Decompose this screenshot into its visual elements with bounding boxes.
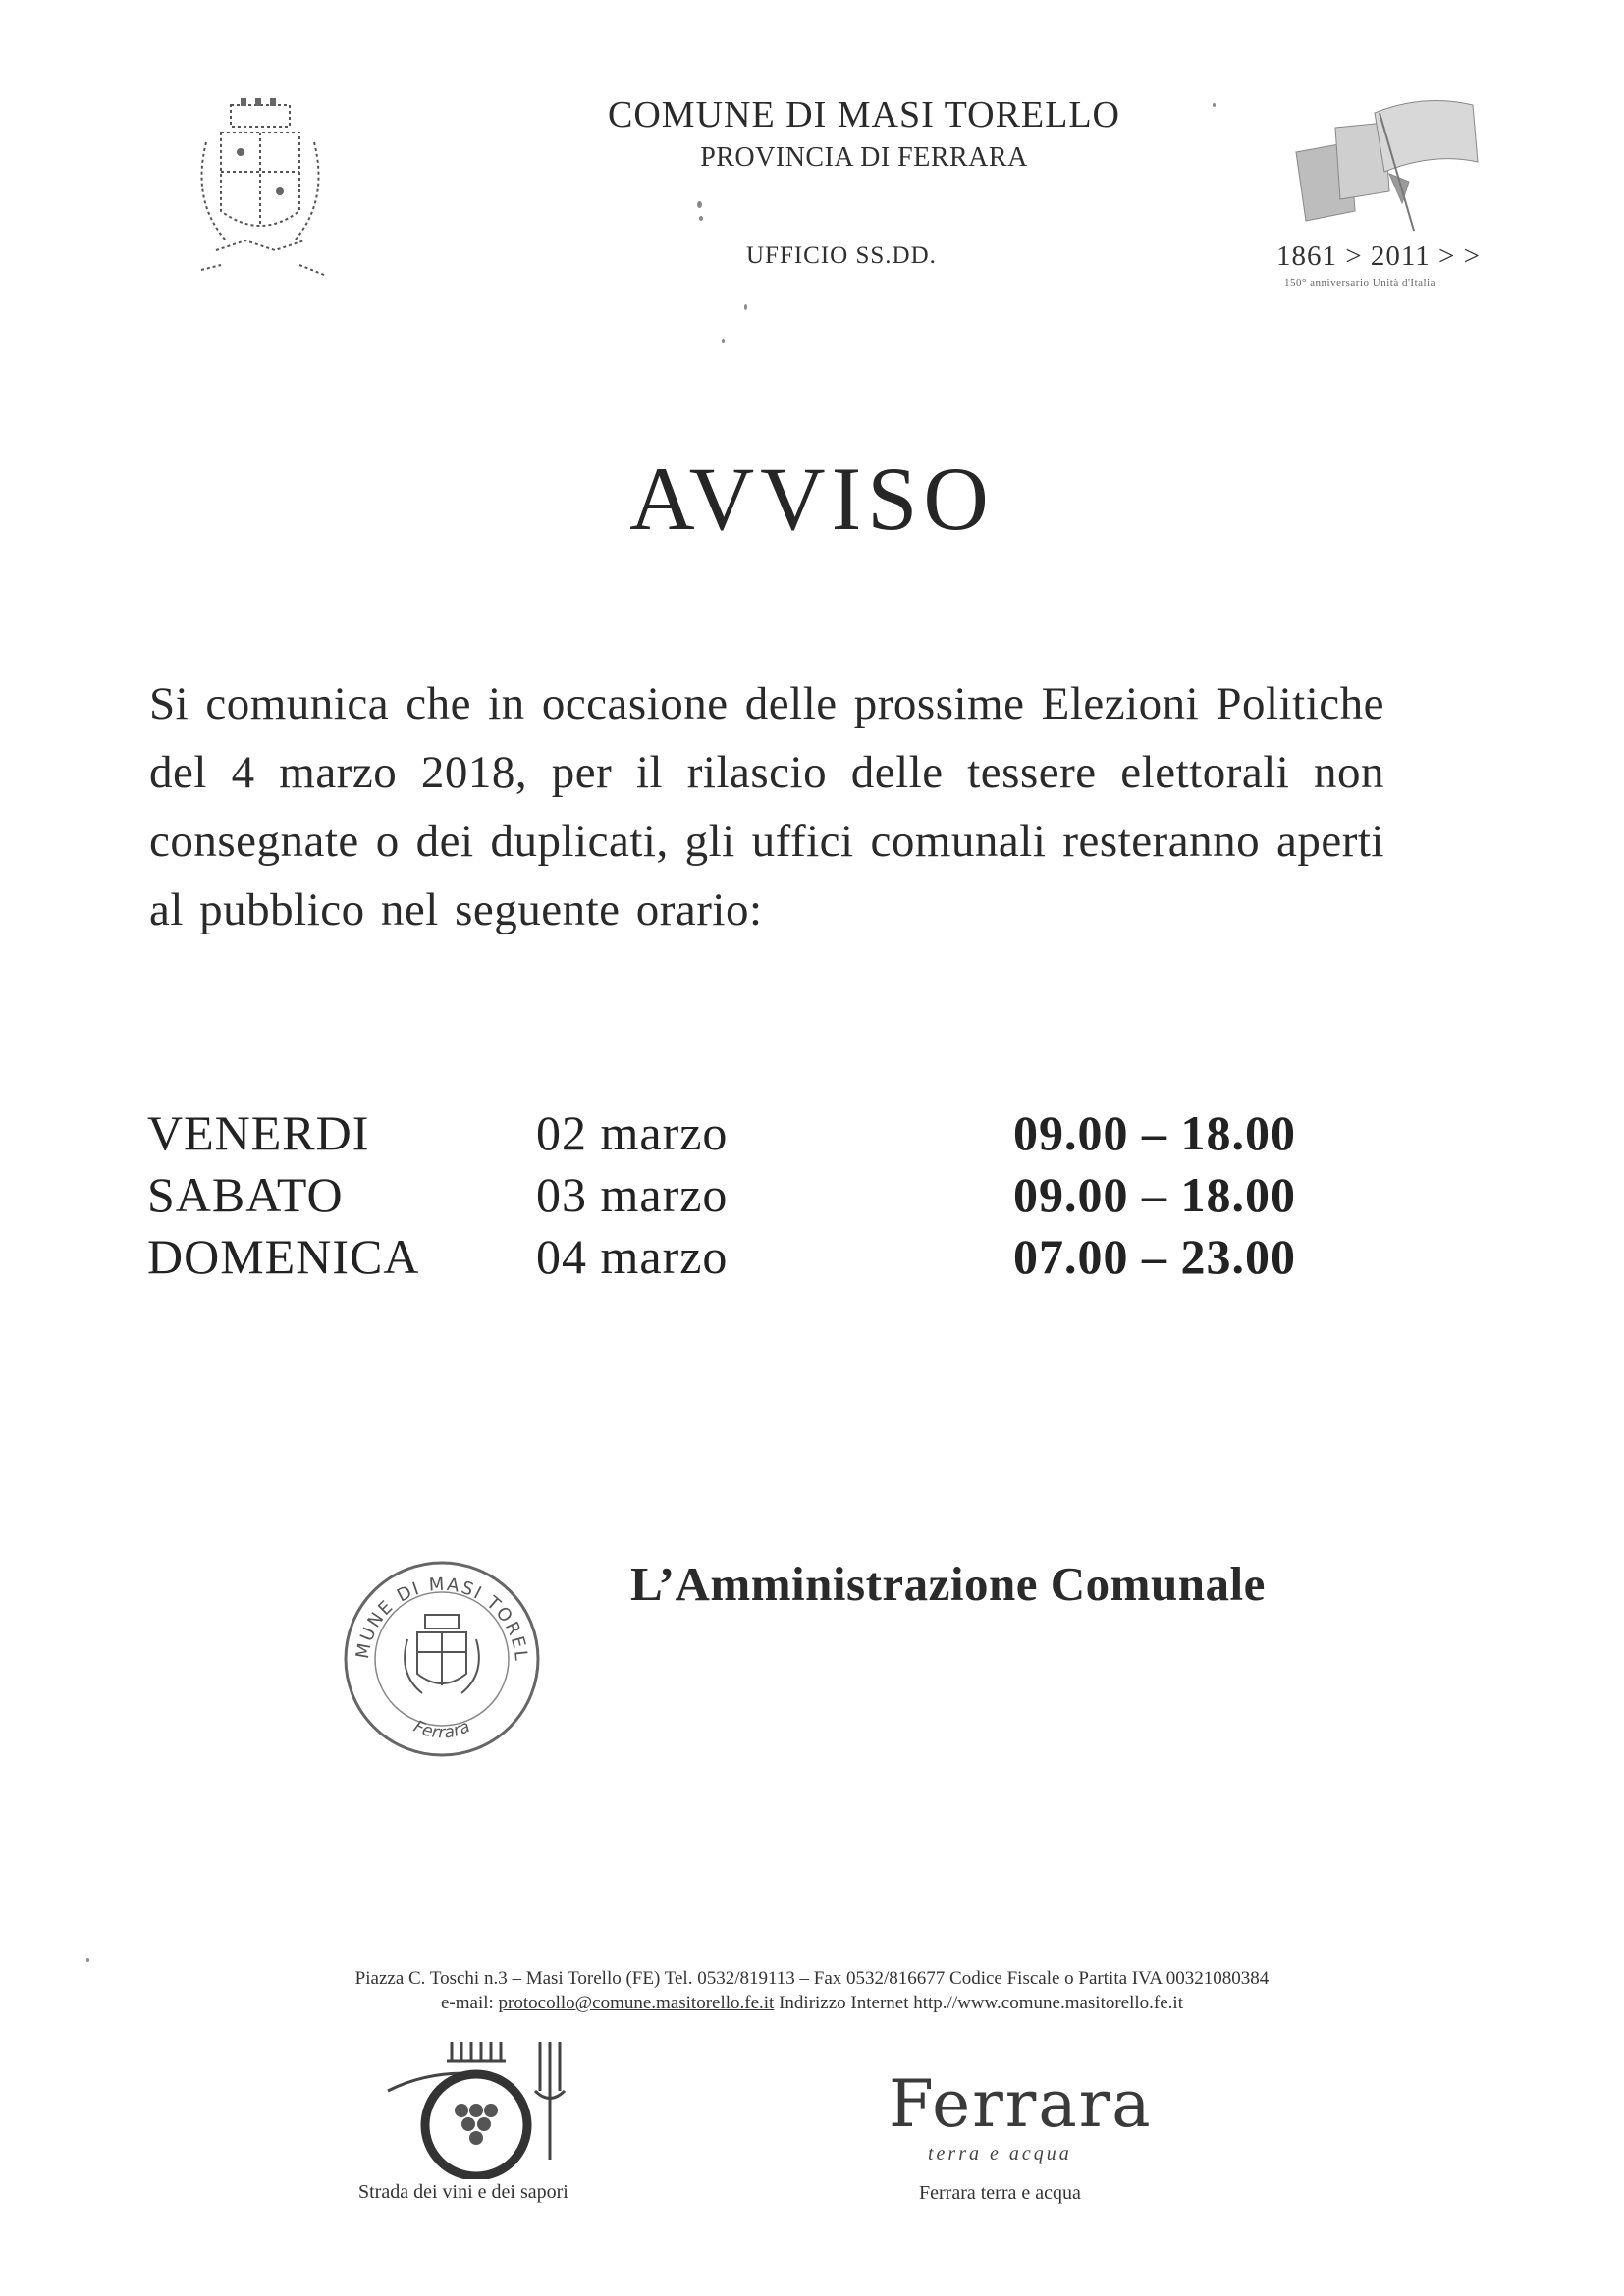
email-label: e-mail: [440,1993,494,2013]
schedule-date: 04 marzo [536,1229,729,1284]
footer-contacts [0,1993,1624,2014]
schedule-date: 03 marzo [536,1167,729,1222]
schedule-day: SABATO [147,1167,344,1222]
header-block [550,93,1178,174]
scan-speck [722,339,725,343]
schedule-date: 02 marzo [536,1105,729,1160]
ferrara-logo: Ferrara [889,2066,1153,2142]
ferrara-logo-caption: Ferrara terra e acqua [919,2182,1081,2204]
provincia-subtitle: PROVINCIA DI FERRARA [700,141,1028,173]
grapes-logo-icon [378,2032,574,2179]
scan-speck [744,304,747,310]
seal-text-bottom: Ferrara [410,1717,473,1743]
schedule-day: VENERDI [147,1105,370,1160]
vini-logo-caption: Strada dei vini e dei sapori [358,2181,568,2203]
internet-label: Indirizzo Internet [779,1993,909,2013]
schedule-row [147,1228,1326,1290]
footer-address: Piazza C. Toschi n.3 – Masi Torello (FE) Tel. 0532/819113 – Fax 0532/816677 Codice Fiscale o Partita IVA 00321080384 [354,1968,1270,1989]
schedule-hours: 07.00 – 23.00 [1013,1229,1296,1284]
email-link[interactable]: protocollo@comune.masitorello.fe.it [498,1993,775,2013]
anniversary-caption: 150° anniversario Unità d'Italia [1284,277,1436,289]
notice-body: Si comunica che in occasione delle prossime Elezioni Politiche del 4 marzo 2018, per il rilascio delle tessere elettorali non consegnate o dei duplicati, gli uffici comunali resteranno aperti al pubblico nel seguente orario: [149,678,1384,935]
schedule-hours: 09.00 – 18.00 [1013,1105,1296,1160]
comune-title: COMUNE DI MASI TORELLO [608,94,1120,135]
website-link[interactable]: http.//www.comune.masitorello.fe.it [913,1993,1183,2013]
svg-text:Ferrara [410,1717,473,1742]
scan-speck [1213,103,1216,107]
svg-text:COMUNE DI MASI TORELLO [339,1556,531,1663]
scan-speck [699,216,703,221]
notice-title: AVVISO [629,449,995,549]
schedule-hours: 09.00 – 18.00 [1013,1167,1296,1222]
seal-text-top: MUNE DI MASI TOREL [352,1574,532,1664]
flag-icon [1276,93,1502,240]
ufficio-label: UFFICIO SS.DD. [746,242,937,269]
scan-speck [697,201,702,208]
schedule-row [147,1166,1326,1228]
schedule-day: DOMENICA [147,1229,420,1284]
opening-schedule [147,1104,1326,1290]
scan-speck [86,1958,89,1962]
official-seal-icon [339,1556,545,1762]
signature: L’Amministrazione Comunale [630,1557,1266,1611]
ferrara-logo-tagline: terra e acqua [928,2143,1072,2164]
schedule-row [147,1104,1326,1166]
municipal-crest-icon [187,93,334,290]
anniversary-years: 1861 > 2011 > > [1276,240,1481,272]
